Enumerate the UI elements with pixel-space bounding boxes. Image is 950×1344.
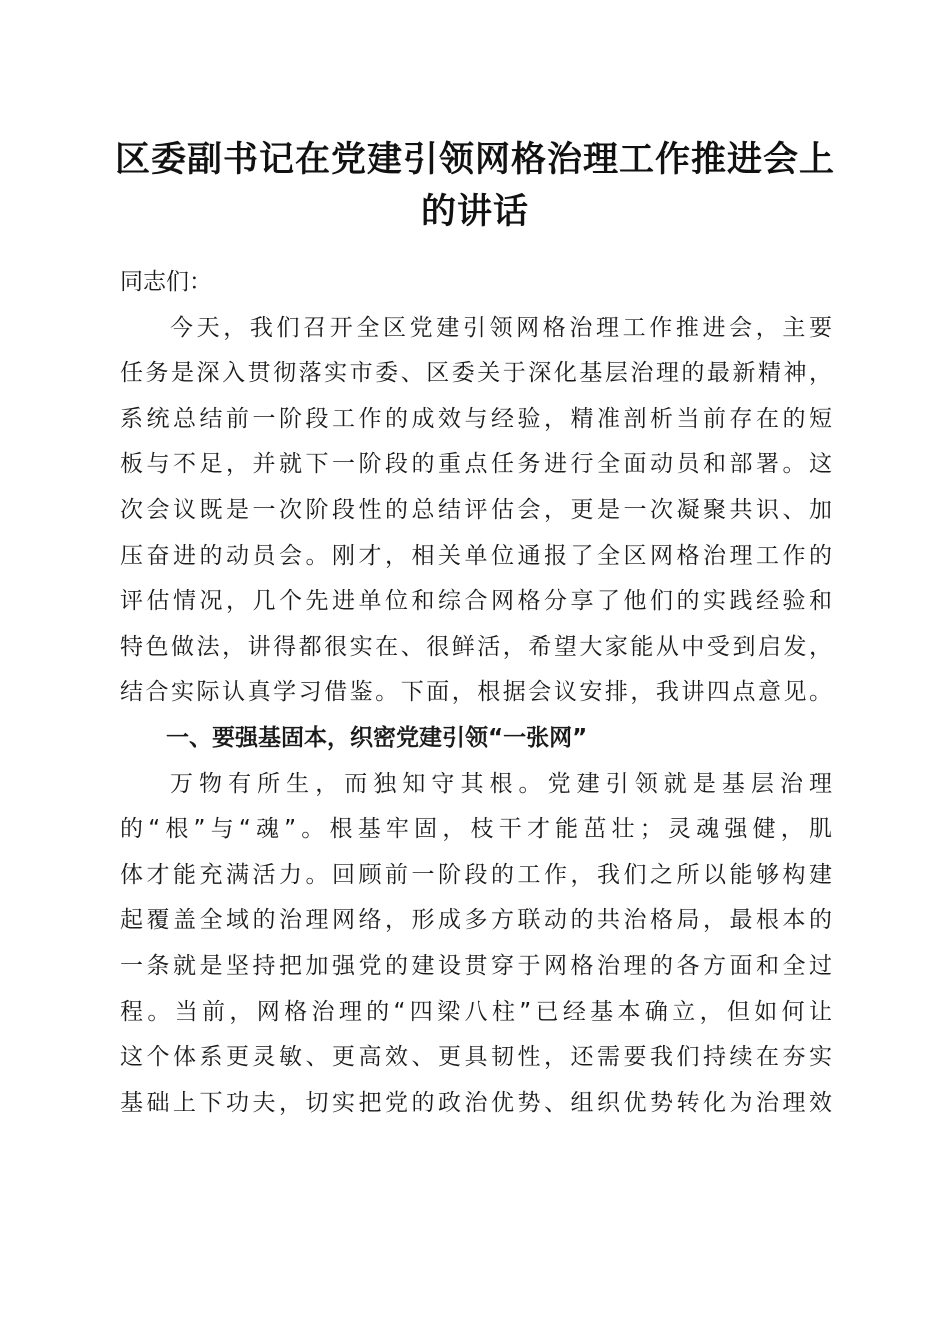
paragraph-2-line: 体才能充满活力。回顾前一阶段的工作，我们之所以能够构建 bbox=[120, 861, 832, 888]
section-heading-1: 一、要强基固本，织密党建引领“一张网” bbox=[166, 724, 588, 751]
document-body bbox=[120, 260, 832, 1126]
paragraph-1-line: 特色做法，讲得都很实在、很鲜活，希望大家能从中受到启发， bbox=[120, 633, 832, 660]
paragraph-2-line: 的“根”与“魂”。根基牢固，枝干才能茁壮；灵魂强健，肌 bbox=[120, 816, 832, 843]
paragraph-1-line: 系统总结前一阶段工作的成效与经验，精准剖析当前存在的短 bbox=[120, 405, 832, 432]
paragraph-2-line: 起覆盖全域的治理网络，形成多方联动的共治格局，最根本的 bbox=[120, 907, 832, 934]
paragraph-1-line: 压奋进的动员会。刚才，相关单位通报了全区网格治理工作的 bbox=[120, 542, 832, 569]
paragraph-1-line: 今天，我们召开全区党建引领网格治理工作推进会，主要 bbox=[170, 314, 832, 341]
document-title-line-1: 区委副书记在党建引领网格治理工作推进会上 bbox=[114, 139, 835, 180]
paragraph-1-line: 结合实际认真学习借鉴。下面，根据会议安排，我讲四点意见。 bbox=[120, 679, 832, 706]
paragraph-1-line: 任务是深入贯彻落实市委、区委关于深化基层治理的最新精神， bbox=[120, 360, 832, 387]
salutation: 同志们： bbox=[120, 269, 212, 295]
paragraph-2-line: 基础上下功夫，切实把党的政治优势、组织优势转化为治理效 bbox=[120, 1089, 832, 1116]
paragraph-1-line: 次会议既是一次阶段性的总结评估会，更是一次凝聚共识、加 bbox=[120, 496, 832, 523]
paragraph-2-line: 万物有所生，而独知守其根。党建引领就是基层治理 bbox=[170, 770, 832, 797]
paragraph-1-line: 板与不足，并就下一阶段的重点任务进行全面动员和部署。这 bbox=[120, 451, 832, 478]
paragraph-2-line: 程。当前，网格治理的“四梁八柱”已经基本确立，但如何让 bbox=[120, 998, 832, 1025]
paragraph-2-line: 这个体系更灵敏、更高效、更具韧性，还需要我们持续在夯实 bbox=[120, 1044, 832, 1071]
paragraph-1-line: 评估情况，几个先进单位和综合网格分享了他们的实践经验和 bbox=[120, 588, 832, 615]
paragraph-2-line: 一条就是坚持把加强党的建设贯穿于网格治理的各方面和全过 bbox=[120, 952, 832, 979]
document-title-line-2: 的讲话 bbox=[420, 191, 529, 232]
